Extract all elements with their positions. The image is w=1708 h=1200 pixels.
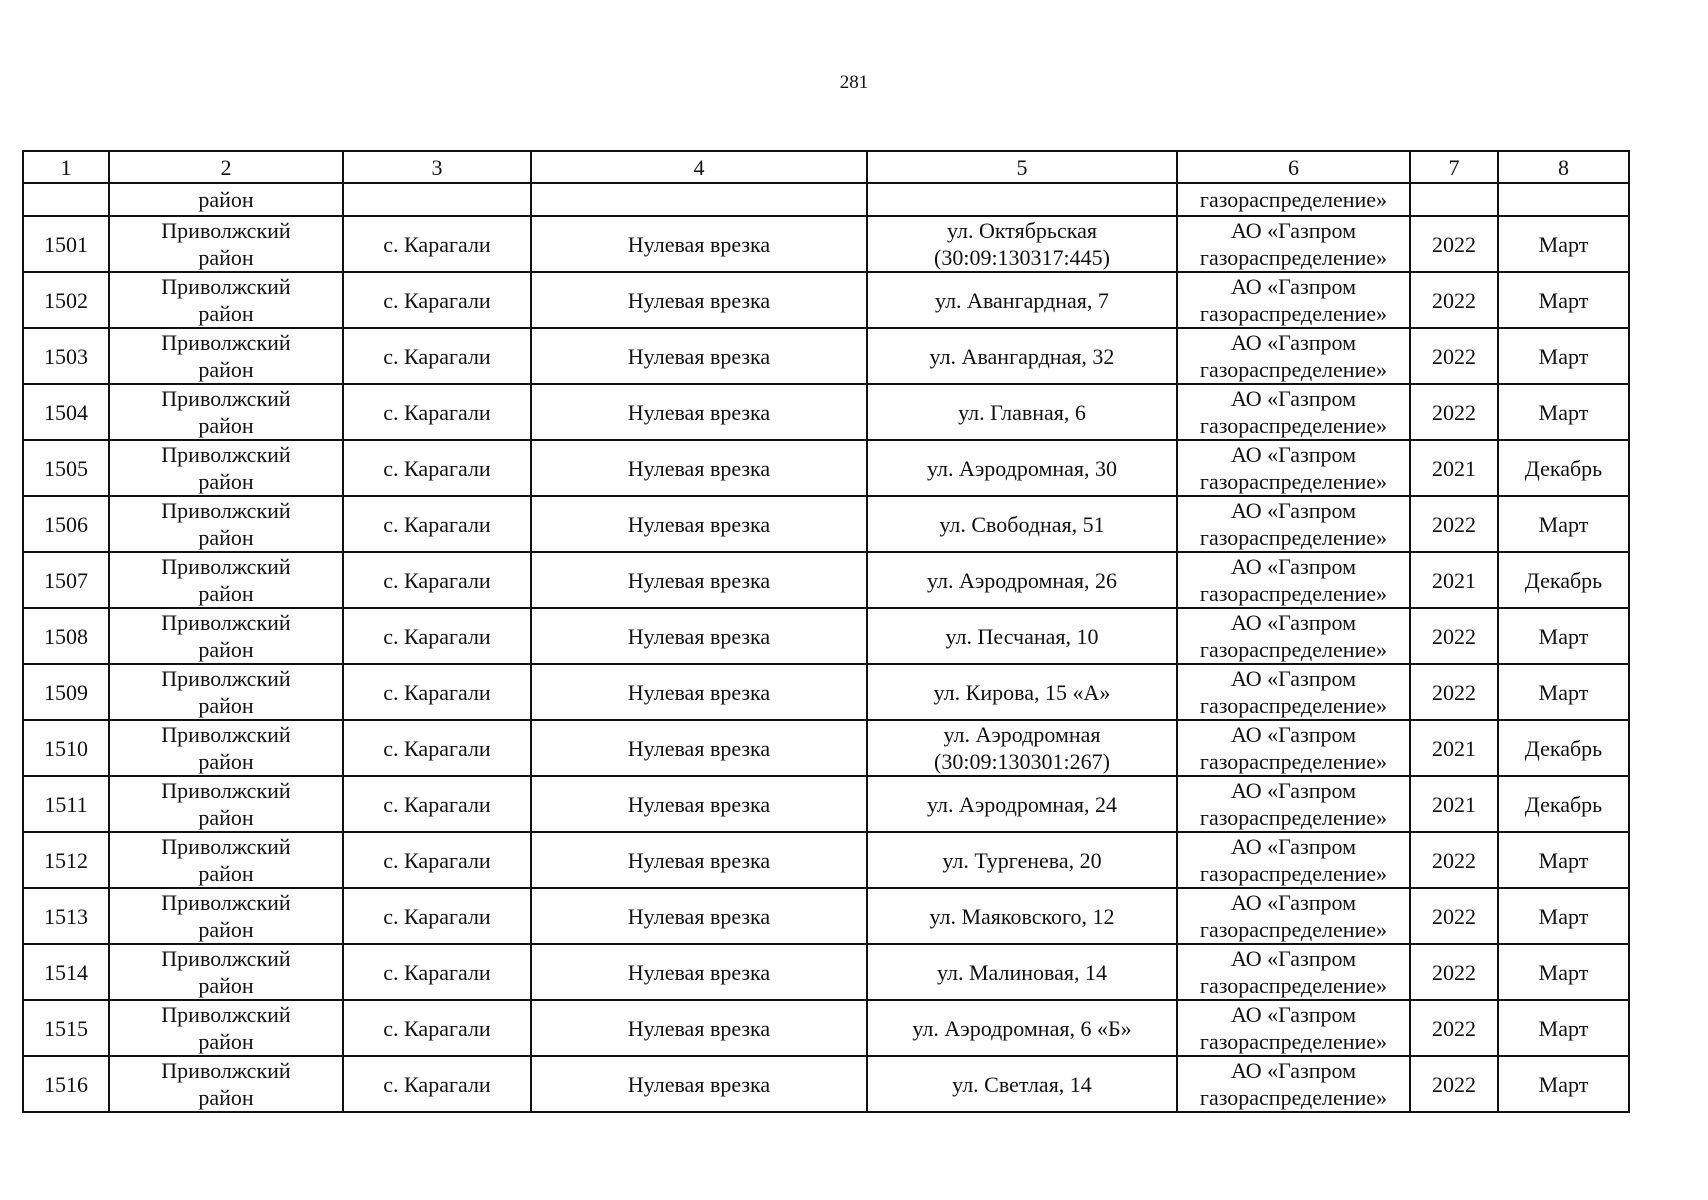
cell-district-line: район — [198, 973, 254, 998]
cell-number: 1501 — [23, 216, 109, 272]
cell-village: с. Карагали — [343, 440, 531, 496]
cell-month: Март — [1498, 496, 1629, 552]
table-row — [23, 664, 1629, 720]
cell-organization — [1177, 832, 1410, 888]
cell-district — [109, 216, 343, 272]
table-row — [23, 720, 1629, 776]
cell-number: 1513 — [23, 888, 109, 944]
cell-number: 1506 — [23, 496, 109, 552]
cell-work: Нулевая врезка — [531, 888, 867, 944]
cell-district-line: район — [198, 693, 254, 718]
cell-organization — [1177, 440, 1410, 496]
cell-district-line: район — [198, 749, 254, 774]
table-row — [23, 832, 1629, 888]
cell-organization-line: газораспределение» — [1199, 357, 1388, 382]
table-body — [23, 183, 1629, 1112]
column-header: 1 — [23, 151, 109, 183]
cell-organization-line: АО «Газпром — [1230, 442, 1357, 467]
column-header: 8 — [1498, 151, 1629, 183]
cell-address-line: ул. Песчаная, 10 — [945, 623, 1099, 649]
cell-month: Декабрь — [1498, 776, 1629, 832]
cell-number: 1505 — [23, 440, 109, 496]
cell-village: с. Карагали — [343, 384, 531, 440]
cell-district — [109, 944, 343, 1000]
cell-year: 2022 — [1410, 664, 1498, 720]
cell-organization — [1177, 888, 1410, 944]
cell-work: Нулевая врезка — [531, 440, 867, 496]
cell-organization — [1177, 1056, 1410, 1112]
cell-month: Март — [1498, 1056, 1629, 1112]
column-header: 7 — [1410, 151, 1498, 183]
cell-district-line: район — [198, 581, 254, 606]
cell-month: Март — [1498, 216, 1629, 272]
cell-district — [109, 1056, 343, 1112]
column-header: 6 — [1177, 151, 1410, 183]
cell-district — [109, 1000, 343, 1056]
cell-district-line: Приволжский — [161, 946, 291, 971]
cell-address — [867, 720, 1177, 776]
cell-village: с. Карагали — [343, 776, 531, 832]
cell-organization — [1177, 944, 1410, 1000]
cell-number: 1503 — [23, 328, 109, 384]
cell-organization-line: АО «Газпром — [1230, 274, 1357, 299]
cell-work: Нулевая врезка — [531, 272, 867, 328]
cell-organization-line: АО «Газпром — [1230, 834, 1357, 859]
cell-address — [867, 183, 1177, 216]
cell-district — [109, 496, 343, 552]
cell-address-line: ул. Аэродромная — [943, 722, 1101, 747]
cell-village — [343, 183, 531, 216]
cell-organization — [1177, 328, 1410, 384]
cell-month: Декабрь — [1498, 720, 1629, 776]
table-row — [23, 888, 1629, 944]
cell-month — [1498, 183, 1629, 216]
cell-address — [867, 272, 1177, 328]
cell-organization-line: газораспределение» — [1199, 581, 1388, 606]
cell-address-line: ул. Аэродромная, 6 «Б» — [912, 1015, 1132, 1041]
cell-district-line: Приволжский — [161, 442, 291, 467]
cell-address — [867, 328, 1177, 384]
cell-work: Нулевая врезка — [531, 608, 867, 664]
cell-organization — [1177, 552, 1410, 608]
cell-district-line: Приволжский — [161, 274, 291, 299]
cell-number: 1514 — [23, 944, 109, 1000]
cell-village: с. Карагали — [343, 1056, 531, 1112]
cell-district-line: Приволжский — [161, 330, 291, 355]
cell-year: 2022 — [1410, 608, 1498, 664]
table-row — [23, 440, 1629, 496]
cell-year — [1410, 183, 1498, 216]
cell-address — [867, 832, 1177, 888]
cell-year: 2022 — [1410, 496, 1498, 552]
cell-address — [867, 440, 1177, 496]
cell-organization-line: АО «Газпром — [1230, 722, 1357, 747]
cell-year: 2021 — [1410, 776, 1498, 832]
cell-organization — [1177, 720, 1410, 776]
cell-number: 1507 — [23, 552, 109, 608]
cell-organization-line: АО «Газпром — [1230, 946, 1357, 971]
cell-district-line: район — [198, 861, 254, 886]
cell-address — [867, 1000, 1177, 1056]
cell-organization-line: АО «Газпром — [1230, 890, 1357, 915]
cell-organization-line: АО «Газпром — [1230, 778, 1357, 803]
cell-address — [867, 944, 1177, 1000]
cell-address — [867, 608, 1177, 664]
cell-district-line: район — [198, 301, 254, 326]
cell-work: Нулевая врезка — [531, 720, 867, 776]
cell-district-line: район — [198, 413, 254, 438]
cell-organization-line: газораспределение» — [1199, 469, 1388, 494]
cell-village: с. Карагали — [343, 552, 531, 608]
cell-year: 2022 — [1410, 384, 1498, 440]
cell-district: район — [109, 183, 343, 216]
cell-district-line: Приволжский — [161, 890, 291, 915]
cell-organization — [1177, 608, 1410, 664]
cell-organization-line: газораспределение» — [1199, 1029, 1388, 1054]
cell-address — [867, 776, 1177, 832]
cell-year: 2021 — [1410, 552, 1498, 608]
cell-work: Нулевая врезка — [531, 328, 867, 384]
cell-month: Март — [1498, 608, 1629, 664]
table-row — [23, 384, 1629, 440]
cell-district-line: район — [198, 357, 254, 382]
cell-month: Март — [1498, 944, 1629, 1000]
document-table-container — [22, 150, 1628, 1113]
cell-address — [867, 384, 1177, 440]
cell-year: 2022 — [1410, 944, 1498, 1000]
cell-number: 1511 — [23, 776, 109, 832]
cell-address-line: ул. Свободная, 51 — [939, 511, 1105, 537]
cell-district-line: район — [198, 1085, 254, 1110]
cell-village: с. Карагали — [343, 272, 531, 328]
cell-year: 2021 — [1410, 720, 1498, 776]
cell-address-line: (30:09:130301:267) — [934, 749, 1110, 774]
cell-district — [109, 664, 343, 720]
cell-district-line: Приволжский — [161, 554, 291, 579]
table-row — [23, 776, 1629, 832]
cell-district-line: Приволжский — [161, 722, 291, 747]
cell-work: Нулевая врезка — [531, 832, 867, 888]
table-row — [23, 496, 1629, 552]
cell-work: Нулевая врезка — [531, 216, 867, 272]
cell-village: с. Карагали — [343, 832, 531, 888]
cell-organization — [1177, 496, 1410, 552]
cell-year: 2021 — [1410, 440, 1498, 496]
cell-village: с. Карагали — [343, 664, 531, 720]
cell-district-line: Приволжский — [161, 386, 291, 411]
cell-district-line: Приволжский — [161, 610, 291, 635]
cell-district-line: Приволжский — [161, 218, 291, 243]
cell-organization — [1177, 216, 1410, 272]
cell-address-line: ул. Октябрьская — [947, 218, 1097, 243]
column-header: 5 — [867, 151, 1177, 183]
cell-district-line: район — [198, 469, 254, 494]
cell-organization-line: АО «Газпром — [1230, 218, 1357, 243]
cell-organization-line: газораспределение» — [1199, 693, 1388, 718]
cell-year: 2022 — [1410, 832, 1498, 888]
cell-address-line: ул. Аэродромная, 26 — [926, 567, 1118, 593]
cell-district — [109, 832, 343, 888]
cell-district-line: Приволжский — [161, 666, 291, 691]
cell-organization-line: газораспределение» — [1199, 245, 1388, 270]
cell-organization — [1177, 384, 1410, 440]
cell-district-line: Приволжский — [161, 498, 291, 523]
cell-month: Март — [1498, 1000, 1629, 1056]
cell-work: Нулевая врезка — [531, 944, 867, 1000]
cell-village: с. Карагали — [343, 888, 531, 944]
cell-district-line: Приволжский — [161, 1058, 291, 1083]
cell-number: 1516 — [23, 1056, 109, 1112]
cell-work: Нулевая врезка — [531, 1056, 867, 1112]
cell-month: Март — [1498, 664, 1629, 720]
cell-address — [867, 1056, 1177, 1112]
cell-work: Нулевая врезка — [531, 552, 867, 608]
cell-month: Март — [1498, 384, 1629, 440]
table-row — [23, 608, 1629, 664]
cell-organization — [1177, 664, 1410, 720]
cell-year: 2022 — [1410, 272, 1498, 328]
cell-organization-line: газораспределение» — [1199, 1085, 1388, 1110]
cell-organization-line: газораспределение» — [1199, 805, 1388, 830]
column-header: 3 — [343, 151, 531, 183]
cell-organization-line: газораспределение» — [1199, 917, 1388, 942]
cell-village: с. Карагали — [343, 720, 531, 776]
table-row — [23, 944, 1629, 1000]
cell-district-line: район — [198, 805, 254, 830]
cell-number: 1508 — [23, 608, 109, 664]
cell-organization-line: газораспределение» — [1199, 637, 1388, 662]
cell-number — [23, 183, 109, 216]
cell-district — [109, 776, 343, 832]
cell-month: Март — [1498, 888, 1629, 944]
cell-village: с. Карагали — [343, 944, 531, 1000]
cell-work: Нулевая врезка — [531, 664, 867, 720]
cell-address-line: ул. Светлая, 14 — [952, 1071, 1092, 1097]
header-row — [23, 151, 1629, 183]
cell-district-line: Приволжский — [161, 1002, 291, 1027]
cell-address-line: (30:09:130317:445) — [934, 245, 1110, 270]
cell-address-line: ул. Тургенева, 20 — [942, 847, 1102, 873]
cell-address-line: ул. Кирова, 15 «А» — [933, 679, 1111, 705]
cell-district-line: Приволжский — [161, 778, 291, 803]
cell-address — [867, 216, 1177, 272]
cell-district — [109, 440, 343, 496]
column-header: 2 — [109, 151, 343, 183]
cell-village: с. Карагали — [343, 328, 531, 384]
cell-address-line: ул. Авангардная, 32 — [929, 343, 1115, 369]
column-header: 4 — [531, 151, 867, 183]
cell-year: 2022 — [1410, 1056, 1498, 1112]
table-row — [23, 1000, 1629, 1056]
cell-organization-line: газораспределение» — [1199, 413, 1388, 438]
cell-organization — [1177, 776, 1410, 832]
cell-work: Нулевая врезка — [531, 1000, 867, 1056]
cell-month: Март — [1498, 272, 1629, 328]
cell-number: 1509 — [23, 664, 109, 720]
cell-organization-line: АО «Газпром — [1230, 498, 1357, 523]
cell-organization-line: АО «Газпром — [1230, 610, 1357, 635]
cell-work — [531, 183, 867, 216]
cell-organization-line: газораспределение» — [1199, 861, 1388, 886]
cell-district — [109, 328, 343, 384]
table-row — [23, 328, 1629, 384]
cell-district-line: район — [198, 525, 254, 550]
cell-address-line: ул. Авангардная, 7 — [935, 287, 1109, 313]
cell-year: 2022 — [1410, 1000, 1498, 1056]
cell-district — [109, 272, 343, 328]
cell-address-line: ул. Главная, 6 — [958, 399, 1086, 425]
cell-district — [109, 720, 343, 776]
document-table — [22, 150, 1630, 1113]
table-row — [23, 272, 1629, 328]
cell-village: с. Карагали — [343, 216, 531, 272]
cell-village: с. Карагали — [343, 608, 531, 664]
cell-district — [109, 384, 343, 440]
cell-organization-line: АО «Газпром — [1230, 554, 1357, 579]
cell-month: Декабрь — [1498, 552, 1629, 608]
table-row — [23, 1056, 1629, 1112]
cell-district-line: район — [198, 917, 254, 942]
cell-month: Декабрь — [1498, 440, 1629, 496]
cell-address-line: ул. Аэродромная, 30 — [926, 455, 1118, 481]
cell-number: 1512 — [23, 832, 109, 888]
cell-address-line: ул. Малиновая, 14 — [936, 959, 1108, 985]
cell-district-line: Приволжский — [161, 834, 291, 859]
cell-address — [867, 496, 1177, 552]
cell-organization-line: газораспределение» — [1199, 973, 1388, 998]
cell-address-line: ул. Аэродромная, 24 — [926, 791, 1118, 817]
cell-year: 2022 — [1410, 216, 1498, 272]
cell-number: 1502 — [23, 272, 109, 328]
cell-address — [867, 888, 1177, 944]
cell-work: Нулевая врезка — [531, 776, 867, 832]
cell-organization-line: газораспределение» — [1199, 301, 1388, 326]
cell-number: 1515 — [23, 1000, 109, 1056]
cell-organization-line: АО «Газпром — [1230, 1058, 1357, 1083]
cell-village: с. Карагали — [343, 496, 531, 552]
cell-address — [867, 552, 1177, 608]
cell-district-line: район — [198, 637, 254, 662]
cell-month: Март — [1498, 328, 1629, 384]
cell-organization-line: газораспределение» — [1199, 525, 1388, 550]
cell-district — [109, 552, 343, 608]
cell-organization-line: АО «Газпром — [1230, 330, 1357, 355]
cell-address — [867, 664, 1177, 720]
cell-month: Март — [1498, 832, 1629, 888]
cell-organization: газораспределение» — [1177, 183, 1410, 216]
cell-work: Нулевая врезка — [531, 496, 867, 552]
cell-organization-line: газораспределение» — [1199, 749, 1388, 774]
cell-district — [109, 608, 343, 664]
cell-district-line: район — [198, 1029, 254, 1054]
cell-village: с. Карагали — [343, 1000, 531, 1056]
cell-number: 1510 — [23, 720, 109, 776]
table-row — [23, 216, 1629, 272]
cell-organization-line: АО «Газпром — [1230, 666, 1357, 691]
cell-number: 1504 — [23, 384, 109, 440]
continuation-row — [23, 183, 1629, 216]
table-row — [23, 552, 1629, 608]
cell-year: 2022 — [1410, 328, 1498, 384]
cell-address-line: ул. Маяковского, 12 — [929, 903, 1115, 929]
cell-district-line: район — [198, 245, 254, 270]
page-number: 281 — [839, 72, 869, 93]
cell-organization-line: АО «Газпром — [1230, 386, 1357, 411]
cell-organization — [1177, 272, 1410, 328]
cell-organization-line: АО «Газпром — [1230, 1002, 1357, 1027]
cell-organization — [1177, 1000, 1410, 1056]
cell-work: Нулевая врезка — [531, 384, 867, 440]
cell-district — [109, 888, 343, 944]
cell-year: 2022 — [1410, 888, 1498, 944]
